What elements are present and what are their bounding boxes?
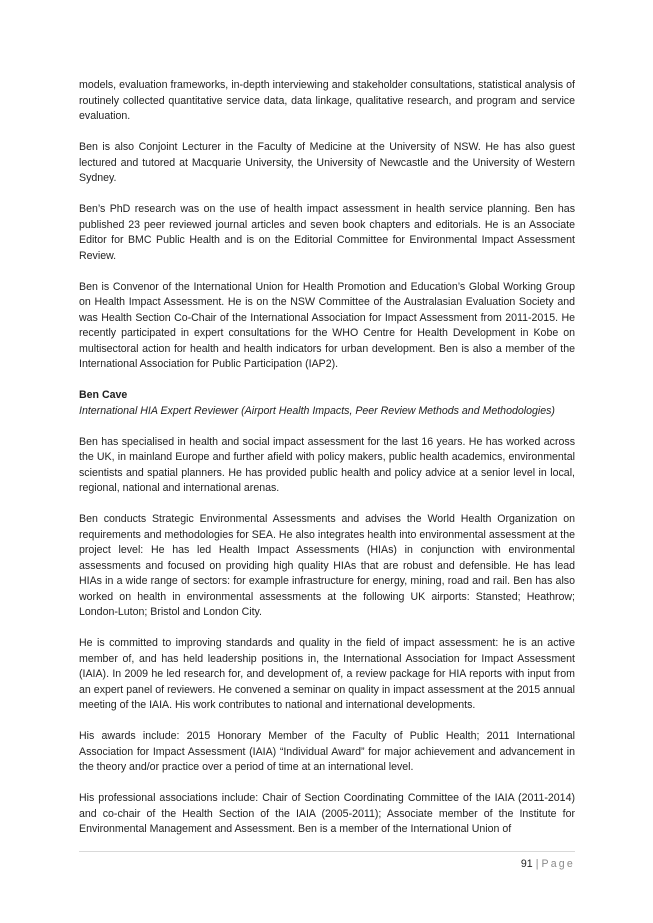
paragraph: Ben has specialised in health and social impact assessment for the last 16 years. He has worked across the UK, in mainland Europe and further afield with policy makers, public health academics, environmental scientists and spatial planners. He has provided public health and policy advice at a senior level in local, regional, national and international arenas. xyxy=(79,435,575,494)
footer-separator: | xyxy=(535,858,539,870)
paragraph: He is committed to improving standards and quality in the field of impact assessment: he is an active member of, and has held leadership positions in, the International Association for Impact Assessment (IAIA). In 2009 he led research for, and development of, a review package for HIA reports with input from an expert panel of reviewers. He convened a seminar on quality in impact assessment at the 2015 annual meeting of the IAIA. His work contributes to national and international developments. xyxy=(79,637,575,711)
profile-heading xyxy=(79,388,575,419)
footer-divider xyxy=(79,851,575,852)
paragraph: Ben’s PhD research was on the use of health impact assessment in health service planning. Ben has published 23 peer reviewed journal articles and seven book chapters and editorials. He is an Associate Editor for BMC Public Health and is on the Editorial Committee for Environmental Impact Assessment Review. xyxy=(79,203,575,262)
page-label: Page xyxy=(541,858,575,870)
paragraph: Ben conducts Strategic Environmental Assessments and advises the World Health Organization on requirements and methodologies for SEA. He also integrates health into environmental assessment at the project level: He has led Health Impact Assessments (HIAs) in conjunction with environmental assessments and focused on providing high quality HIAs that are robust and defensible. He has lead HIAs in a wide range of sectors: for example infrastructure for energy, mining, road and rail. Ben has also worked on health in environmental assessments at the following UK airports: Stansted; Heathrow; London-Luton; Bristol and London City. xyxy=(79,513,575,618)
paragraph: His awards include: 2015 Honorary Member of the Faculty of Public Health; 2011 International Association for Impact Assessment (IAIA) “Individual Award” for major achievement and advancement in the theory and/or practice over a period of time at an international level. xyxy=(79,730,575,773)
document-page xyxy=(79,0,575,923)
page-number: 91 xyxy=(520,858,533,870)
page-footer xyxy=(521,857,575,871)
paragraph: models, evaluation frameworks, in-depth interviewing and stakeholder consultations, statistical analysis of routinely collected quantitative service data, data linkage, qualitative research, and program and service evaluation. xyxy=(79,79,575,122)
profile-name: Ben Cave xyxy=(79,389,128,401)
body-text xyxy=(79,78,575,853)
paragraph: Ben is also Conjoint Lecturer in the Faculty of Medicine at the University of NSW. He has also guest lectured and tutored at Macquarie University, the University of Newcastle and the University of Western Sydney. xyxy=(79,141,575,184)
profile-role: International HIA Expert Reviewer (Airport Health Impacts, Peer Review Methods and Methodologies) xyxy=(79,404,555,417)
paragraph: His professional associations include: Chair of Section Coordinating Committee of the IAIA (2011-2014) and co-chair of the Health Section of the IAIA (2005-2011); Associate member of the Institute for Environmental Management and Assessment. Ben is a member of the International Union of xyxy=(79,792,575,835)
paragraph: Ben is Convenor of the International Union for Health Promotion and Education’s Global Working Group on Health Impact Assessment. He is on the NSW Committee of the Australasian Evaluation Society and was Health Section Co-Chair of the International Association for Impact Assessment from 2011-2015. He recently participated in expert consultations for the WHO Centre for Health Development in Kobe on multisectoral action for health and health indicators for urban development. Ben is also a member of the International Association for Public Participation (IAP2). xyxy=(79,280,575,370)
